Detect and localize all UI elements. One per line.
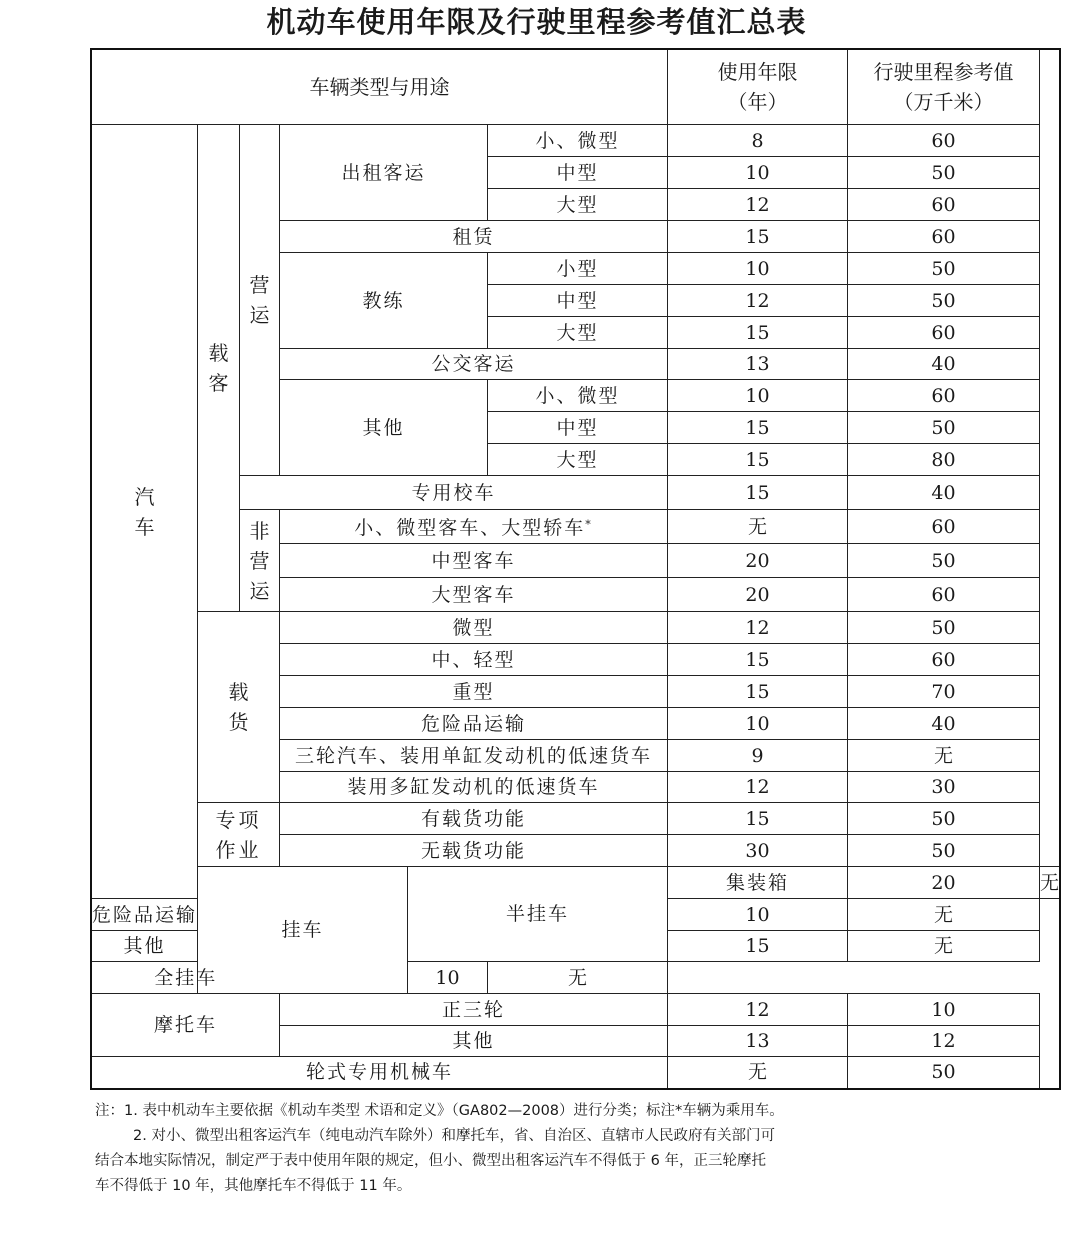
row-label: 轮式专用机械车 — [91, 1057, 668, 1089]
row-years: 12 — [668, 189, 848, 221]
header-years: 使用年限 （年） — [668, 49, 848, 125]
row-mileage: 无 — [848, 740, 1040, 772]
row-years: 8 — [668, 125, 848, 157]
row-mileage: 80 — [848, 444, 1040, 476]
table-notes — [95, 1099, 995, 1199]
row-label: 危险品运输 — [91, 899, 198, 931]
row-label: 小、微型客车、大型轿车* — [280, 510, 668, 544]
row-label: 重型 — [280, 676, 668, 708]
row-mileage: 70 — [848, 676, 1040, 708]
row-mileage: 50 — [848, 285, 1040, 317]
row-label: 中、轻型 — [280, 644, 668, 676]
row-label: 危险品运输 — [280, 708, 668, 740]
row-label: 公交客运 — [280, 349, 668, 380]
row-mileage: 50 — [848, 612, 1040, 644]
row-mileage: 50 — [848, 412, 1040, 444]
header-mileage: 行驶里程参考值 （万千米） — [848, 49, 1040, 125]
row-label: 无载货功能 — [280, 835, 668, 867]
row-label: 有载货功能 — [280, 803, 668, 835]
row-mileage: 50 — [848, 1057, 1040, 1089]
row-years: 20 — [668, 578, 848, 612]
row-years: 15 — [668, 412, 848, 444]
group-taxi: 出租客运 — [280, 125, 488, 221]
table-row — [91, 962, 1060, 994]
row-years: 15 — [668, 444, 848, 476]
table-row — [91, 1057, 1060, 1089]
group-other: 其他 — [280, 380, 488, 476]
group-cargo: 载 货 — [198, 612, 280, 803]
row-label: 其他 — [280, 1026, 668, 1057]
group-special: 专项作业 — [198, 803, 280, 867]
row-years: 15 — [668, 644, 848, 676]
row-years: 12 — [668, 994, 848, 1026]
row-mileage: 50 — [848, 803, 1040, 835]
row-mileage: 60 — [848, 510, 1040, 544]
row-years: 15 — [668, 476, 848, 510]
reference-table — [90, 48, 1061, 1090]
row-years: 10 — [668, 253, 848, 285]
row-mileage: 无 — [488, 962, 668, 994]
row-label: 其他 — [91, 931, 198, 962]
row-label: 小、微型 — [488, 380, 668, 412]
group-trailer: 挂车 — [198, 867, 408, 994]
row-label: 大型 — [488, 444, 668, 476]
note-1: 注：1. 表中机动车主要依据《机动车类型 术语和定义》（GA802—2008）进行分类；标注*车辆为乘用车。 — [95, 1103, 784, 1119]
table-row — [91, 867, 1060, 899]
group-passenger: 载 客 — [198, 125, 240, 612]
row-years: 无 — [668, 510, 848, 544]
row-mileage: 无 — [848, 899, 1040, 931]
group-semi-trailer: 半挂车 — [408, 867, 668, 962]
row-label: 中型 — [488, 157, 668, 189]
row-years: 15 — [668, 676, 848, 708]
row-years: 30 — [668, 835, 848, 867]
row-label: 中型客车 — [280, 544, 668, 578]
row-label: 中型 — [488, 412, 668, 444]
row-years: 10 — [408, 962, 488, 994]
row-label: 全挂车 — [91, 962, 280, 994]
row-mileage: 30 — [848, 772, 1040, 803]
row-years: 13 — [668, 349, 848, 380]
row-years: 15 — [668, 317, 848, 349]
row-mileage: 10 — [848, 994, 1040, 1026]
row-mileage: 50 — [848, 253, 1040, 285]
row-mileage: 60 — [848, 578, 1040, 612]
row-years: 10 — [668, 157, 848, 189]
row-years: 10 — [668, 380, 848, 412]
row-mileage: 无 — [848, 931, 1040, 962]
header-type: 车辆类型与用途 — [91, 49, 668, 125]
row-mileage: 无 — [1040, 867, 1061, 899]
row-label: 正三轮 — [280, 994, 668, 1026]
row-years: 20 — [848, 867, 1040, 899]
row-label: 小型 — [488, 253, 668, 285]
row-mileage: 60 — [848, 125, 1040, 157]
group-auto: 汽 车 — [91, 125, 198, 899]
row-mileage: 40 — [848, 349, 1040, 380]
row-mileage: 50 — [848, 544, 1040, 578]
row-mileage: 60 — [848, 380, 1040, 412]
group-noncommercial: 非 营 运 — [240, 510, 280, 612]
row-label: 装用多缸发动机的低速货车 — [280, 772, 668, 803]
row-label: 大型 — [488, 317, 668, 349]
row-label: 中型 — [488, 285, 668, 317]
row-years: 12 — [668, 612, 848, 644]
note-2-cont: 结合本地实际情况，制定严于表中使用年限的规定，但小、微型出租客运汽车不得低于 6 年，正三轮摩托 — [95, 1153, 766, 1169]
row-years: 12 — [668, 772, 848, 803]
row-label: 大型 — [488, 189, 668, 221]
row-label: 小、微型 — [488, 125, 668, 157]
row-label: 三轮汽车、装用单缸发动机的低速货车 — [280, 740, 668, 772]
table-row — [91, 803, 1060, 835]
row-label: 微型 — [280, 612, 668, 644]
note-2-end: 车不得低于 10 年，其他摩托车不得低于 11 年。 — [95, 1178, 412, 1194]
row-years: 10 — [668, 899, 848, 931]
row-label: 大型客车 — [280, 578, 668, 612]
row-years: 20 — [668, 544, 848, 578]
row-label: 专用校车 — [240, 476, 668, 510]
row-years: 12 — [668, 285, 848, 317]
row-mileage: 60 — [848, 189, 1040, 221]
row-mileage: 60 — [848, 644, 1040, 676]
reference-table-container — [90, 48, 1061, 1090]
row-label: 集装箱 — [668, 867, 848, 899]
row-mileage: 12 — [848, 1026, 1040, 1057]
row-years: 15 — [668, 803, 848, 835]
row-years: 15 — [668, 931, 848, 962]
row-mileage: 60 — [848, 221, 1040, 253]
note-2: 2. 对小、微型出租客运汽车（纯电动汽车除外）和摩托车，省、自治区、直辖市人民政府有关部门可 — [133, 1128, 775, 1144]
table-row — [91, 994, 1060, 1026]
row-years: 10 — [668, 708, 848, 740]
row-mileage: 40 — [848, 476, 1040, 510]
table-row — [91, 125, 1060, 157]
row-years: 9 — [668, 740, 848, 772]
header-row — [91, 49, 1060, 125]
row-years: 13 — [668, 1026, 848, 1057]
row-years: 无 — [668, 1057, 848, 1089]
row-mileage: 60 — [848, 317, 1040, 349]
table-row — [91, 612, 1060, 644]
group-motorcycle: 摩托车 — [91, 994, 280, 1057]
row-years: 15 — [668, 221, 848, 253]
row-mileage: 40 — [848, 708, 1040, 740]
row-mileage: 50 — [848, 157, 1040, 189]
row-mileage: 50 — [848, 835, 1040, 867]
group-commercial: 营 运 — [240, 125, 280, 476]
group-coach: 教练 — [280, 253, 488, 349]
table-title: 机动车使用年限及行驶里程参考值汇总表 — [266, 5, 807, 39]
row-label: 租赁 — [280, 221, 668, 253]
